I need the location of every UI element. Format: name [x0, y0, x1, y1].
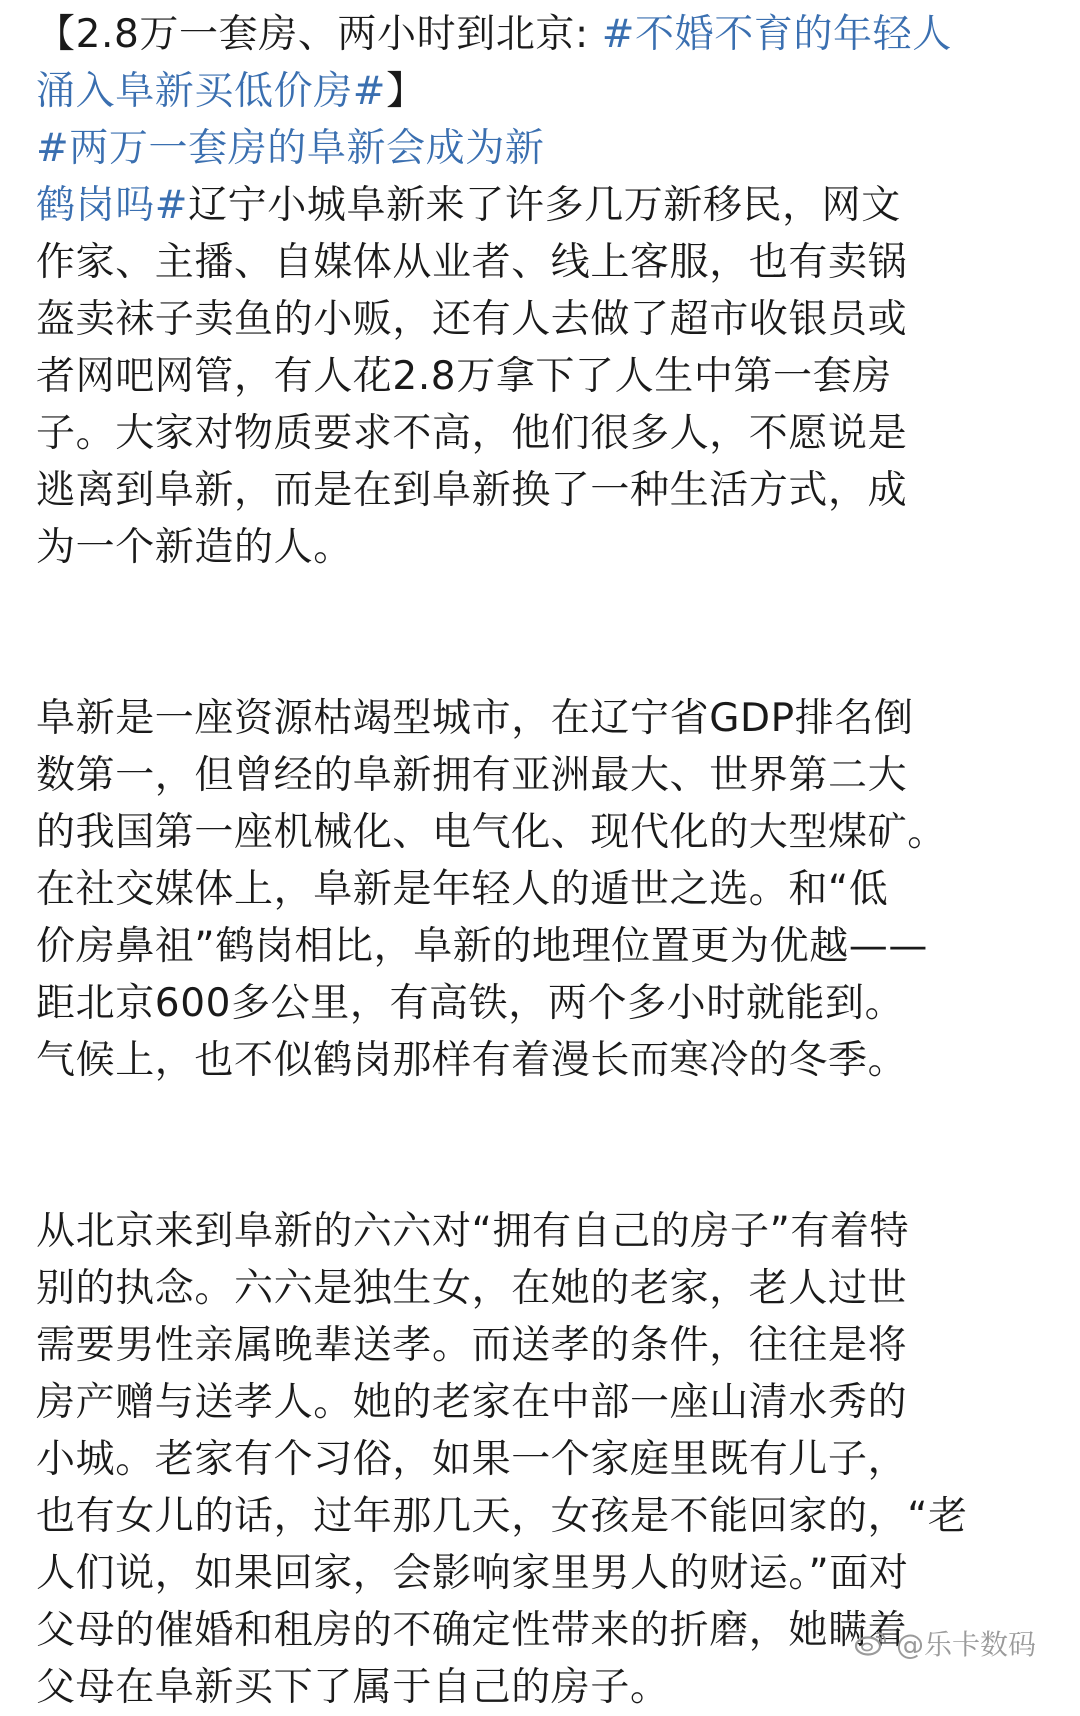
text-line: 从北京来到阜新的六六对“拥有自己的房子”有着特 [36, 1209, 910, 1254]
text-line: 者网吧网管，有人花2.8万拿下了人生中第一套房 [36, 354, 892, 399]
text-line: 价房鼻祖”鹤岗相比，阜新的地理位置更为优越—— [36, 924, 929, 969]
text-line: 在社交媒体上，阜新是年轻人的遁世之选。和“低 [36, 867, 889, 912]
watermark-text: @乐卡数码 [895, 1628, 1036, 1661]
text-line: 【2.8万一套房、两小时到北京: #不婚不育的年轻人 [36, 12, 952, 57]
text-line: 房产赠与送孝人。她的老家在中部一座山清水秀的 [36, 1380, 908, 1425]
text-line: 小城。老家有个习俗，如果一个家庭里既有儿子， [36, 1437, 908, 1482]
text-line: 为一个新造的人。 [36, 525, 353, 570]
text-line: 涌入阜新买低价房#】 [36, 69, 426, 114]
hashtag-link[interactable]: #不婚不育的年轻人 [601, 12, 952, 57]
text-line: 子。大家对物质要求不高，他们很多人，不愿说是 [36, 411, 908, 456]
text-line: 别的执念。六六是独生女，在她的老家，老人过世 [36, 1266, 908, 1311]
paragraph-spacer [36, 1089, 1046, 1203]
hashtag-link[interactable]: 鹤岗吗# [36, 183, 189, 228]
text-line: 距北京600多公里，有高铁，两个多小时就能到。 [36, 981, 905, 1026]
paragraph-spacer [36, 576, 1046, 690]
text-line: 需要男性亲属晚辈送孝。而送孝的条件，往往是将 [36, 1323, 908, 1368]
text-line: 作家、主播、自媒体从业者、线上客服，也有卖锅 [36, 240, 908, 285]
text-line: 气候上，也不似鹤岗那样有着漫长而寒冷的冬季。 [36, 1038, 908, 1083]
text-line [36, 120, 1046, 177]
weibo-logo-icon [854, 1629, 888, 1657]
paragraph-1 [36, 6, 1046, 576]
text-line: 鹤岗吗#辽宁小城阜新来了许多几万新移民，网文 [36, 183, 901, 228]
hashtag-link[interactable]: #两万一套房的阜新会成为新 [36, 126, 545, 171]
text-line: 数第一，但曾经的阜新拥有亚洲最大、世界第二大 [36, 753, 908, 798]
text-line: 盔卖袜子卖鱼的小贩，还有人去做了超市收银员或 [36, 297, 908, 342]
text-line: 的我国第一座机械化、电气化、现代化的大型煤矿。 [36, 810, 947, 855]
text-line: 父母在阜新买下了属于自己的房子。 [36, 1665, 670, 1710]
post-body [36, 6, 1046, 1716]
text-line: 也有女儿的话，过年那几天，女孩是不能回家的，“老 [36, 1494, 968, 1539]
text-line: 阜新是一座资源枯竭型城市，在辽宁省GDP排名倒 [36, 696, 914, 741]
paragraph-2 [36, 690, 1046, 1089]
watermark [854, 1623, 1036, 1663]
text-line: 父母的催婚和租房的不确定性带来的折磨，她瞒着 [36, 1608, 908, 1653]
hashtag-link[interactable]: 涌入阜新买低价房# [36, 69, 387, 114]
text-line: 人们说，如果回家，会影响家里男人的财运。”面对 [36, 1551, 909, 1596]
text-line: 逃离到阜新，而是在到阜新换了一种生活方式，成 [36, 468, 908, 513]
